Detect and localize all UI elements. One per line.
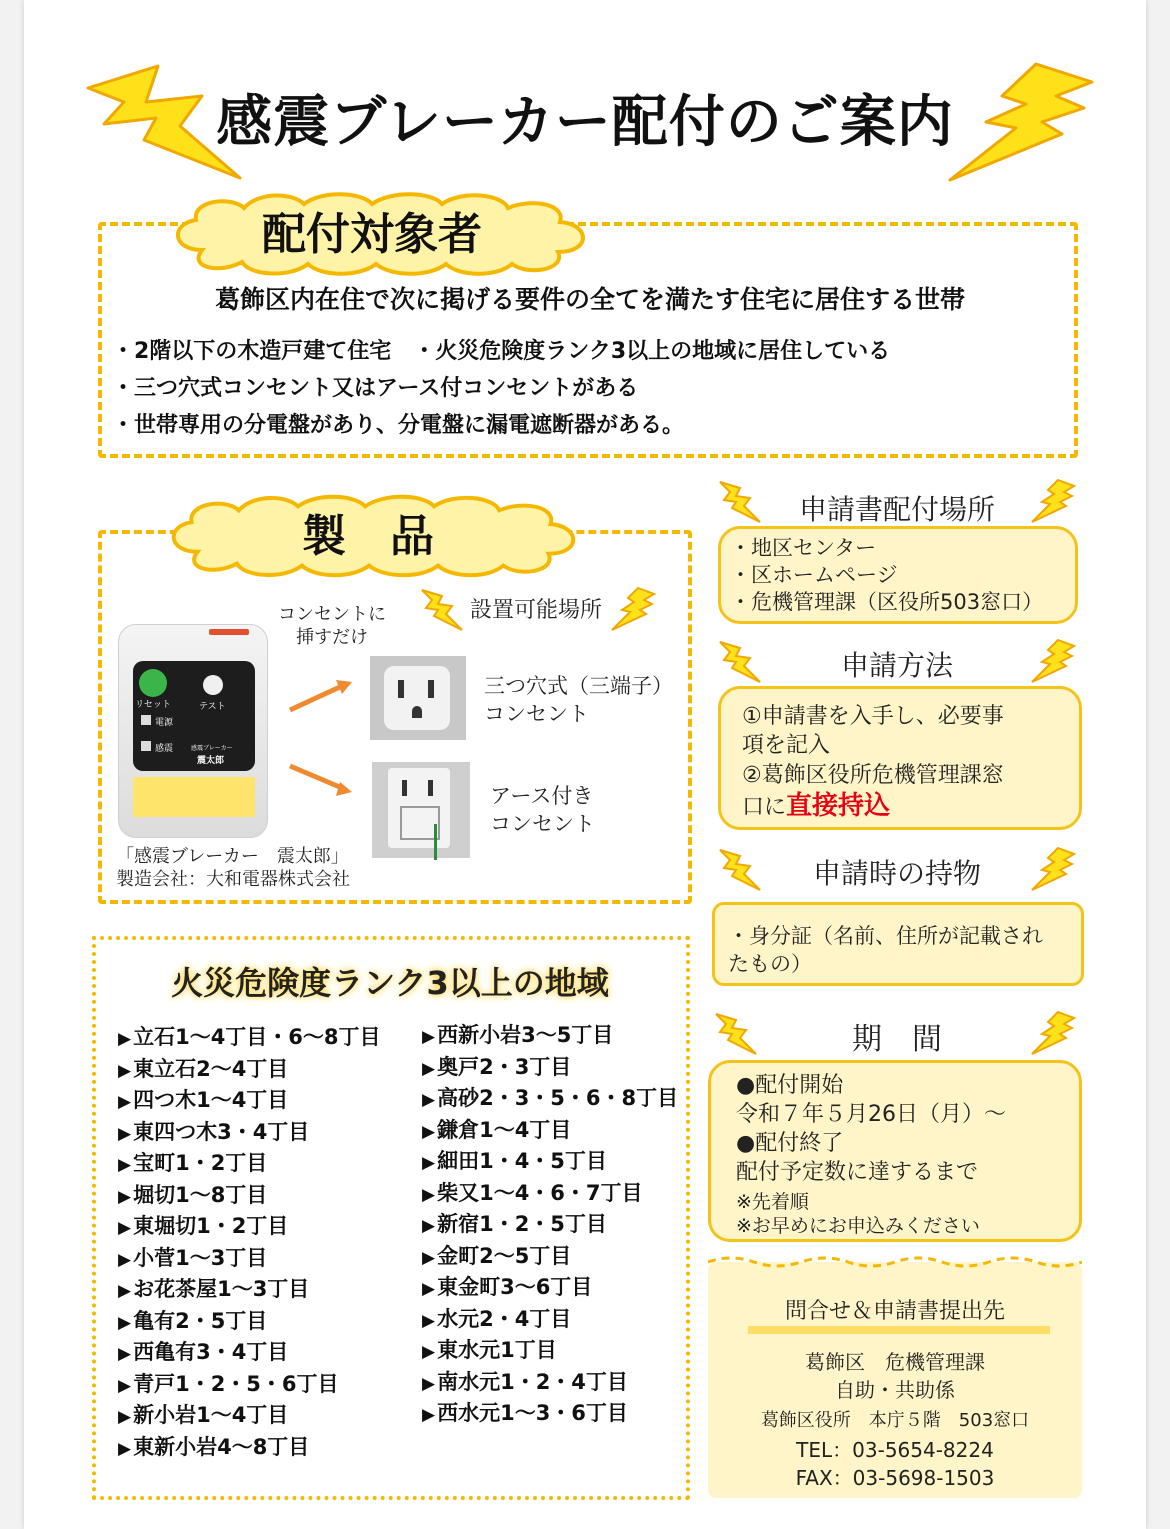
area-name: 堀切1～8丁目 [133, 1182, 268, 1207]
area-name: 奥戸2・3丁目 [437, 1054, 572, 1079]
distribution-item: ・危機管理課（区役所503窓口） [730, 590, 1044, 614]
area-name: 南水元1・2・4丁目 [437, 1369, 628, 1394]
area-heading: 火災危険度ランク3以上の地域 [171, 964, 609, 1002]
area-item [118, 1306, 381, 1338]
contact-box [708, 1262, 1082, 1498]
area-name: 青戸1・2・5・6丁目 [133, 1371, 339, 1396]
area-item [118, 1117, 381, 1149]
area-item [118, 1432, 381, 1464]
lightning-bolt-icon [718, 478, 762, 524]
area-name: 東四つ木3・4丁目 [133, 1119, 310, 1144]
period-text: 令和７年５月26日（月）～ [736, 1102, 1006, 1127]
area-name: 新小岩1～4丁目 [133, 1403, 289, 1427]
triangle-marker-icon: ▶ [422, 1279, 436, 1299]
target-lead: 葛飾区内在住で次に掲げる要件の全てを満たす住宅に居住する世帯 [214, 285, 965, 314]
area-name: 細田1・4・5丁目 [437, 1149, 607, 1173]
triangle-marker-icon: ▶ [118, 1375, 132, 1396]
triangle-marker-icon: ▶ [422, 1310, 436, 1331]
device-label: リセット [135, 700, 171, 710]
triangle-marker-icon: ▶ [422, 1121, 436, 1142]
target-item: ・2階以下の木造戸建て住宅 ・火災危険度ランク3以上の地域に居住している [112, 339, 891, 364]
contact-section: 自助・共助係 [835, 1378, 955, 1402]
triangle-marker-icon: ▶ [422, 1216, 436, 1236]
lightning-bolt-icon [1030, 846, 1076, 892]
lightning-bolt-icon [1030, 1010, 1076, 1056]
lightning-bolt-icon [718, 638, 762, 684]
contact-heading: 問合せ＆申請書提出先 [784, 1299, 1005, 1324]
device-label: 震太郎 [197, 756, 225, 766]
area-item [422, 1335, 678, 1367]
device-label: 感震 [155, 744, 174, 754]
triangle-marker-icon: ▶ [118, 1029, 132, 1049]
area-name: 四つ木1～4丁目 [133, 1088, 289, 1112]
bring-text: たもの） [728, 952, 812, 976]
triangle-marker-icon: ▶ [422, 1247, 436, 1268]
area-name: 水元2・4丁目 [437, 1306, 572, 1331]
area-item [422, 1178, 678, 1210]
area-name: 新宿1・2・5丁目 [437, 1212, 607, 1236]
triangle-marker-icon: ▶ [118, 1155, 132, 1175]
triangle-marker-icon: ▶ [422, 1373, 436, 1394]
area-item [118, 1054, 381, 1086]
area-name: 東堀切1・2丁目 [133, 1214, 289, 1238]
distribution-item: ・区ホームページ [730, 563, 898, 587]
area-name: 西亀有3・4丁目 [133, 1340, 289, 1364]
device-label: 感震ブレーカー [191, 745, 233, 752]
area-item [422, 1272, 678, 1304]
lightning-bolt-icon [610, 586, 656, 632]
product-heading: 製 品 [302, 511, 434, 562]
contact-tel: TEL：03-5654-8224 [796, 1438, 994, 1462]
triangle-marker-icon: ▶ [118, 1218, 132, 1238]
arrow-icon [286, 676, 356, 716]
triangle-marker-icon: ▶ [118, 1060, 132, 1081]
area-item [422, 1398, 678, 1430]
area-item [118, 1337, 381, 1369]
area-name: 西水元1～3・6丁目 [437, 1401, 628, 1425]
area-item [118, 1369, 381, 1401]
area-name: お花茶屋1～3丁目 [133, 1277, 310, 1301]
triangle-marker-icon: ▶ [118, 1123, 132, 1144]
outlet-label: 三つ穴式（三端子） [484, 674, 673, 698]
area-item [118, 1148, 381, 1180]
period-heading: 期 間 [852, 1022, 942, 1057]
triangle-marker-icon: ▶ [118, 1438, 132, 1459]
area-name: 東金町3～6丁目 [437, 1275, 593, 1299]
method-text: ①申請書を入手し、必要事 [742, 704, 1004, 729]
triangle-marker-icon: ▶ [422, 1153, 436, 1173]
area-name: 東立石2～4丁目 [133, 1056, 289, 1081]
contact-dept: 葛飾区 危機管理課 [805, 1350, 985, 1374]
method-text: ②葛飾区役所危機管理課窓 [742, 763, 1004, 788]
area-item [118, 1211, 381, 1243]
area-item [422, 1209, 678, 1241]
area-item [118, 1022, 381, 1054]
lightning-bolt-icon [1030, 478, 1076, 524]
main-title: 感震ブレーカー配付のご案内 [216, 90, 954, 155]
contact-address: 葛飾区役所 本庁５階 503窓口 [760, 1410, 1030, 1431]
area-item [422, 1115, 678, 1147]
product-caption: 製造会社：大和電器株式会社 [116, 869, 350, 890]
outlet-label: アース付き [490, 784, 594, 808]
area-item [422, 1020, 678, 1052]
triangle-marker-icon: ▶ [422, 1405, 436, 1425]
arrow-icon [286, 760, 356, 800]
lightning-bolt-icon [718, 846, 762, 892]
triangle-marker-icon: ▶ [422, 1058, 436, 1079]
target-item: ・三つ穴式コンセント又はアース付コンセントがある [112, 376, 639, 401]
triangle-marker-icon: ▶ [422, 1184, 436, 1205]
plug-note: コンセントに [278, 604, 386, 625]
area-name: 宝町1・2丁目 [133, 1151, 268, 1175]
lightning-bolt-icon [420, 586, 464, 632]
triangle-marker-icon: ▶ [118, 1344, 132, 1364]
method-text-prefix: 口に [742, 795, 787, 820]
area-item [422, 1241, 678, 1273]
contact-fax: FAX：03-5698-1503 [795, 1466, 995, 1490]
distribution-item: ・地区センター [730, 536, 877, 560]
method-heading: 申請方法 [840, 649, 953, 682]
target-heading: 配付対象者 [262, 209, 482, 260]
triangle-marker-icon: ▶ [118, 1249, 132, 1270]
distribution-heading: 申請書配付場所 [798, 493, 995, 526]
lightning-bolt-icon [1030, 638, 1076, 684]
method-text: 項を記入 [742, 733, 831, 758]
triangle-marker-icon: ▶ [118, 1281, 132, 1301]
period-note: ※先着順 [736, 1191, 809, 1213]
earth-outlet-image [372, 762, 470, 858]
triangle-marker-icon: ▶ [118, 1186, 132, 1207]
device-image [118, 624, 268, 838]
area-name: 鎌倉1～4丁目 [437, 1117, 572, 1142]
area-item [118, 1400, 381, 1432]
lightning-bolt-icon [714, 1010, 758, 1056]
product-caption: 「感震ブレーカー 震太郎」 [116, 846, 349, 867]
method-emphasis: 直接持込 [786, 791, 891, 821]
contact-underline [748, 1326, 1050, 1334]
period-text: ●配付開始 [736, 1073, 844, 1098]
triangle-marker-icon: ▶ [118, 1092, 132, 1112]
area-item [422, 1367, 678, 1399]
reset-button [139, 669, 167, 697]
period-note: ※お早めにお申込みください [736, 1215, 980, 1237]
area-item [118, 1085, 381, 1117]
plug-note: 挿すだけ [296, 627, 368, 648]
area-item [118, 1274, 381, 1306]
triangle-marker-icon: ▶ [422, 1342, 436, 1362]
area-item [422, 1304, 678, 1336]
area-name: 東新小岩4～8丁目 [133, 1434, 310, 1459]
area-name: 柴又1～4・6・7丁目 [437, 1180, 643, 1205]
device-label: 電源 [155, 718, 174, 728]
area-name: 小菅1～3丁目 [133, 1245, 268, 1270]
area-name: 立石1～4丁目・6～8丁目 [133, 1025, 381, 1049]
area-item [422, 1146, 678, 1178]
wavy-border [708, 1254, 1082, 1270]
triangle-marker-icon: ▶ [422, 1090, 436, 1110]
bring-heading: 申請時の持物 [812, 857, 981, 890]
bring-text: ・身分証（名前、住所が記載され [728, 924, 1043, 948]
area-item [118, 1180, 381, 1212]
triangle-marker-icon: ▶ [422, 1027, 436, 1047]
area-name: 東水元1丁目 [437, 1338, 557, 1362]
area-name: 西新小岩3～5丁目 [437, 1023, 614, 1047]
period-text: ●配付終了 [736, 1131, 844, 1156]
test-button [203, 675, 223, 695]
outlet-label: コンセント [490, 812, 595, 836]
target-item: ・世帯専用の分電盤があり、分電盤に漏電遮断器がある。 [112, 413, 685, 438]
area-item [422, 1083, 678, 1115]
triangle-marker-icon: ▶ [118, 1407, 132, 1427]
period-text: 配付予定数に達するまで [736, 1160, 979, 1185]
outlet-label: コンセント [484, 702, 589, 726]
three-hole-outlet-image [370, 656, 466, 740]
method-text [742, 792, 890, 822]
area-item [422, 1052, 678, 1084]
area-item [118, 1243, 381, 1275]
install-label: 設置可能場所 [469, 598, 602, 623]
area-list-right [422, 1020, 678, 1430]
area-name: 高砂2・3・5・6・8丁目 [437, 1086, 679, 1110]
triangle-marker-icon: ▶ [118, 1312, 132, 1333]
area-name: 金町2～5丁目 [437, 1243, 572, 1268]
area-name: 亀有2・5丁目 [133, 1308, 268, 1333]
device-label: テスト [199, 702, 226, 712]
area-list-left [118, 1022, 381, 1463]
